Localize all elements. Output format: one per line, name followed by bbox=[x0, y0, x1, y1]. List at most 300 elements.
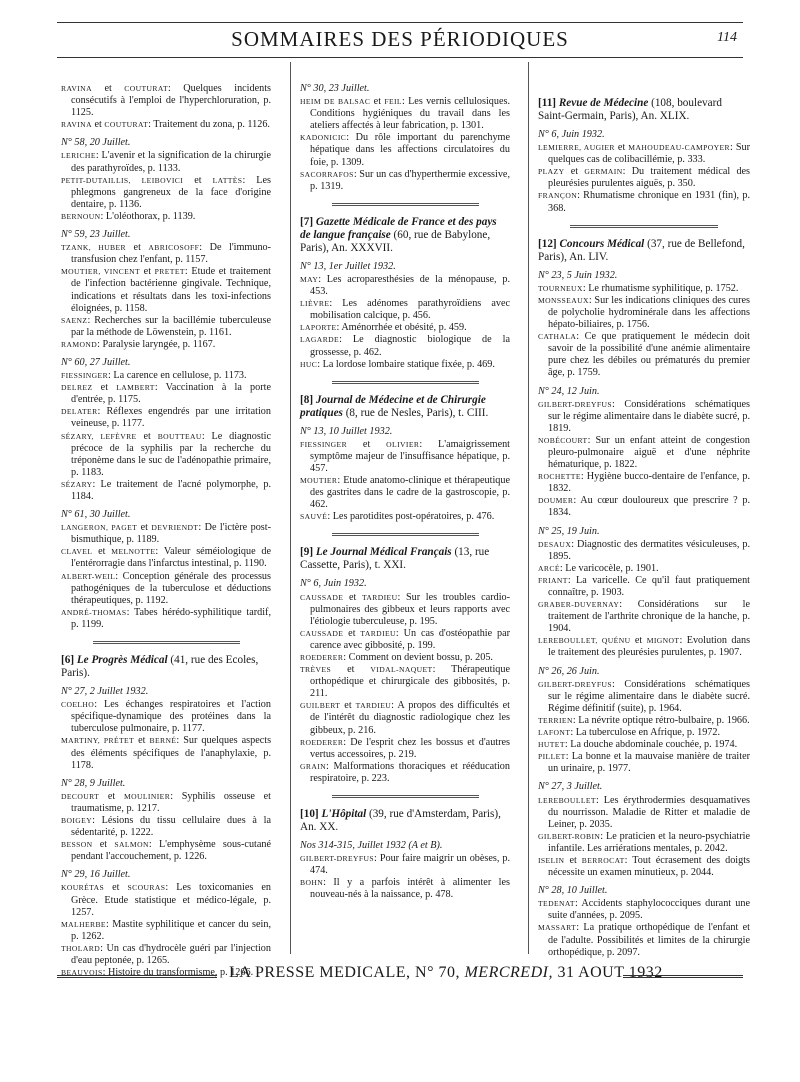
author: PRETET bbox=[154, 267, 185, 277]
column-divider bbox=[290, 62, 291, 954]
article-entry bbox=[300, 359, 510, 371]
article-title: : Tabes hérédo-syphilitique tardif, p. 1199. bbox=[71, 606, 271, 630]
article-entry bbox=[61, 175, 271, 211]
article-title: : Il y a parfois intérêt à alimenter les nouveau-nés à la naissance, p. 478. bbox=[310, 877, 510, 901]
article-entry bbox=[61, 315, 271, 339]
section-heading bbox=[538, 238, 750, 264]
article-title: : La lordose lombaire statique fixée, p. 469. bbox=[317, 358, 495, 370]
article-title: : Sur les indications cliniques des cures de polycholie hydrominérale dans les affections hépato-biliaires, p. 1756. bbox=[548, 294, 750, 331]
article-entry bbox=[61, 119, 271, 131]
periodical-name: Revue de Médecine bbox=[558, 97, 649, 109]
footer-journal: LA PRESSE MEDICALE, N° 70, bbox=[229, 964, 460, 981]
article-title: : Conception générale des processus pathogéniques de la tuberculose et déductions thérapeutiques, p. 1192. bbox=[71, 570, 271, 606]
issue-heading: N° 13, 1er Juillet 1932. bbox=[300, 260, 396, 272]
author: LEMIERRE, AUGIER bbox=[538, 143, 615, 153]
author: MAHOUDEAU-CAMPOYER bbox=[628, 143, 730, 153]
article-title: : Les érythrodermies desquamatives du nourrisson. Maladie de Ritter et maladie de Leiner, p. 2035. bbox=[548, 794, 750, 830]
article-entry bbox=[61, 83, 271, 119]
author: SÉZARY bbox=[61, 479, 93, 489]
author: FEIL bbox=[384, 97, 402, 107]
section-divider bbox=[332, 795, 479, 798]
author: RAVINA bbox=[61, 84, 92, 93]
section-heading bbox=[300, 546, 510, 572]
author: LEREBOULLET bbox=[538, 795, 596, 805]
author: KADONICIC bbox=[300, 133, 347, 143]
author: GRABER-DUVERNAY bbox=[538, 600, 620, 610]
article-entry bbox=[300, 475, 510, 511]
author: ISELIN bbox=[538, 855, 565, 865]
author: GERMAIN bbox=[584, 167, 623, 177]
article-entry bbox=[538, 715, 750, 727]
conjunction: et bbox=[348, 627, 356, 639]
author: GILBERT-DREYFUS bbox=[300, 854, 375, 864]
article-entry bbox=[538, 751, 750, 775]
article-entry bbox=[538, 635, 750, 659]
page-footer bbox=[57, 962, 743, 988]
author: TOURNEUX bbox=[538, 283, 583, 293]
article-entry bbox=[61, 791, 271, 815]
author: MASSART bbox=[538, 923, 577, 933]
issue-heading: Nos 314-315, Juillet 1932 (A et B). bbox=[300, 840, 443, 852]
article-entry bbox=[300, 322, 510, 334]
conjunction: et bbox=[617, 142, 626, 154]
article-entry bbox=[538, 435, 750, 471]
issue-heading: N° 28, 10 Juillet. bbox=[538, 885, 608, 897]
article-entry bbox=[300, 737, 510, 761]
footer-text bbox=[229, 964, 663, 982]
periodical-address: (108, boulevard Saint-Germain, Paris), An. XLIX. bbox=[538, 97, 722, 122]
author: LAMBERT bbox=[116, 383, 155, 393]
conjunction: et bbox=[348, 591, 357, 603]
article-entry bbox=[538, 575, 750, 599]
conjunction: et bbox=[98, 546, 106, 558]
author: LAFONT bbox=[538, 728, 571, 738]
article-entry bbox=[300, 169, 510, 193]
article-title: : Sur quelques cas de colibacillémie, p. 333. bbox=[548, 142, 750, 166]
author: SAENZ bbox=[61, 315, 88, 325]
periodical-address: (8, rue de Nesles, Paris), t. CIII. bbox=[345, 406, 489, 419]
author: MOUTIER bbox=[300, 476, 338, 486]
author: SAUVÉ bbox=[300, 512, 328, 522]
issue-heading: N° 59, 23 Juillet. bbox=[61, 229, 131, 241]
author: LERICHE bbox=[61, 151, 96, 161]
author: GUILBERT bbox=[300, 701, 341, 711]
issue-heading: N° 24, 12 Juin. bbox=[538, 385, 600, 397]
article-title: : La névrite optique rétro-bulbaire, p. 1966. bbox=[572, 714, 750, 726]
author: DELREZ bbox=[61, 383, 93, 393]
article-entry bbox=[61, 699, 271, 735]
article-entry bbox=[61, 150, 271, 174]
author: RAVINA bbox=[61, 120, 92, 130]
author: MELNOTTE bbox=[111, 547, 156, 557]
author: LANGERON, PAGET bbox=[61, 523, 138, 533]
article-title: : L'avenir et la signification de la chirurgie des parathyroïdes, p. 1133. bbox=[71, 150, 271, 174]
article-title: : Sur un cas d'hyperthermie excessive, p. 1319. bbox=[310, 168, 510, 192]
article-entry bbox=[538, 599, 750, 635]
article-entry bbox=[538, 331, 750, 379]
article-title: : L'amaigrissement symptôme majeur de l'insuffisance hépatique, p. 457. bbox=[310, 438, 511, 474]
footer-date: 31 AOUT 1932 bbox=[557, 964, 663, 981]
article-title: : Mastite syphilitique et cancer du sein, p. 1262. bbox=[71, 918, 271, 942]
page-header bbox=[57, 22, 743, 58]
author: PLAZY bbox=[538, 167, 565, 177]
article-title: : Traitement du zona, p. 1126. bbox=[148, 119, 270, 131]
header-rule bbox=[57, 57, 743, 58]
article-title: : Lésions du tissu cellulaire dues à la sédentarité, p. 1222. bbox=[71, 814, 271, 839]
article-title: : Syphilis osseuse et traumatisme, p. 1217. bbox=[71, 790, 271, 814]
author: THOLARD bbox=[61, 943, 101, 953]
periodical-address: (60, rue de Babylone, Paris), An. XXXVII. bbox=[300, 228, 491, 254]
author: CAUSSADE bbox=[300, 628, 344, 638]
article-title: : Evolution dans le traitement des pleurésies purulentes, p. 1907. bbox=[548, 635, 751, 659]
issue-heading: N° 6, Juin 1932. bbox=[538, 129, 605, 140]
article-title: : Du rôle important du parenchyme hépatique dans les affections circulatoires du foie, p. 1309. bbox=[310, 132, 510, 168]
author: CATHALA bbox=[538, 332, 577, 342]
article-title: : De l'immuno-transfusion chez l'enfant, p. 1157. bbox=[71, 242, 272, 266]
author: LATTÈS bbox=[212, 175, 243, 185]
footer-day: MERCREDI, bbox=[464, 964, 553, 981]
article-title: : Tout écrasement des doigts nécessite un examen minutieux, p. 2044. bbox=[548, 854, 751, 879]
author: LAPORTE bbox=[300, 323, 337, 333]
article-entry bbox=[300, 96, 510, 132]
article-title: : Le rhumatisme syphilitique, p. 1752. bbox=[582, 282, 739, 294]
author: MIGNOT bbox=[646, 636, 680, 646]
header-rule bbox=[57, 22, 743, 23]
article-entry bbox=[538, 399, 750, 435]
author: MOULINIER bbox=[123, 791, 171, 801]
periodical-address: (13, rue Cassette, Paris), t. XXI. bbox=[300, 546, 490, 572]
article-title: : Aménorrhée et obésité, p. 459. bbox=[336, 322, 467, 334]
section-number: [8] bbox=[300, 393, 314, 406]
periodical-name: Le Progrès Médical bbox=[76, 654, 168, 667]
conjunction: et bbox=[112, 882, 120, 894]
article-entry bbox=[61, 571, 271, 607]
author: BERROCAT bbox=[581, 855, 625, 865]
issue-heading: N° 27, 3 Juillet. bbox=[538, 781, 603, 793]
article-title: : Un cas d'hydrocèle guéri par l'injection d'eau peptonée, p. 1265. bbox=[71, 942, 271, 966]
article-entry bbox=[61, 882, 271, 918]
article-title: : Un cas d'ostéopathie par carence avec gibbosité, p. 199. bbox=[310, 627, 511, 651]
author: CAUSSADE bbox=[300, 592, 344, 602]
author: SÉZARY, LEFÈVRE bbox=[61, 431, 137, 441]
author: HUTET bbox=[538, 740, 565, 750]
conjunction: et bbox=[143, 430, 151, 442]
author: DELATER bbox=[61, 407, 98, 417]
article-entry bbox=[61, 211, 271, 223]
author: BERNÉ bbox=[149, 736, 177, 746]
conjunction: et bbox=[140, 522, 148, 534]
author: ROCHETTE bbox=[538, 472, 581, 482]
author: HUC bbox=[300, 359, 318, 369]
section-divider bbox=[93, 641, 240, 644]
article-entry bbox=[300, 334, 510, 358]
article-title: : Le traitement de l'acné polymorphe, p. 1184. bbox=[71, 478, 271, 502]
article-entry bbox=[61, 431, 271, 479]
article-title: : Les phlegmons gangreneux de la face d'origine dentaire, p. 1136. bbox=[71, 174, 272, 210]
article-title: : Pour faire maigrir un obèses, p. 474. bbox=[310, 853, 510, 877]
author: RAMOND bbox=[61, 339, 98, 349]
author: SACORRAFOS bbox=[300, 169, 354, 179]
author: DOUMER bbox=[538, 496, 574, 506]
conjunction: et bbox=[99, 839, 108, 851]
conjunction: et bbox=[344, 700, 352, 712]
article-title: : Accidents staphylococciques durant une suite d'années, p. 2095. bbox=[548, 898, 750, 922]
author: VIDAL-NAQUET bbox=[370, 665, 433, 675]
conjunction: et bbox=[100, 382, 109, 394]
author: TERRIEN bbox=[538, 715, 573, 725]
author: TARDIEU bbox=[355, 701, 392, 711]
article-entry bbox=[61, 242, 271, 266]
article-title: : De l'esprit chez les bossus et d'autres vertus accessoires, p. 219. bbox=[310, 736, 510, 760]
author: COUTURAT bbox=[104, 120, 149, 130]
article-entry bbox=[538, 727, 750, 739]
article-title: : A propos des difficultés et de l'intérêt du diagnostic radiologique chez les gibbeux, p. 216. bbox=[310, 700, 510, 736]
article-title: : Sur les troubles cardio-pulmonaires des gibbeux et leurs rapports avec l'étiologie tuberculeuse, p. 195. bbox=[310, 591, 511, 627]
author: TARDIEU bbox=[361, 592, 398, 602]
article-entry bbox=[300, 132, 510, 168]
conjunction: et bbox=[570, 166, 579, 178]
article-entry bbox=[300, 853, 510, 877]
conjunction: et bbox=[104, 83, 112, 94]
article-entry bbox=[538, 855, 750, 879]
section-heading bbox=[300, 216, 510, 255]
author: BOUTTEAU bbox=[157, 431, 202, 441]
issue-heading: N° 60, 27 Juillet. bbox=[61, 356, 131, 368]
periodical-name: Le Journal Médical Français bbox=[315, 546, 452, 559]
author: TEDENAT bbox=[538, 899, 575, 909]
article-title: : Paralysie laryngée, p. 1167. bbox=[97, 338, 216, 350]
section-divider bbox=[332, 381, 479, 384]
article-title: : Quelques incidents consécutifs à l'emploi de l'hyperchloruration, p. 1125. bbox=[71, 83, 272, 119]
article-entry bbox=[300, 511, 510, 523]
article-title: : Sur un enfant atteint de congestion pleuro-pulmonaire aiguë et d'une néphrite hématurique, p. 1822. bbox=[548, 434, 750, 471]
author: TZANK, HUBER bbox=[61, 243, 127, 253]
article-entry bbox=[538, 563, 750, 575]
article-title: : Réflexes engendrés par une irritation veineuse, p. 1177. bbox=[71, 406, 271, 430]
section-divider bbox=[332, 203, 479, 206]
article-title: : Les vernis cellulosiques. Conditions hygiéniques du travail dans les ateliers affectés à leur fabrication, p. 1301. bbox=[310, 96, 511, 132]
article-entry bbox=[538, 898, 750, 922]
author: BESSON bbox=[61, 840, 93, 850]
article-entry bbox=[538, 471, 750, 495]
conjunction: et bbox=[133, 242, 141, 254]
issue-heading: N° 23, 5 Juin 1932. bbox=[538, 269, 618, 281]
article-entry bbox=[538, 831, 750, 855]
article-title: : La carence en cellulose, p. 1173. bbox=[108, 370, 247, 382]
author: PETIT-DUTAILLIS, LEIBOVICI bbox=[61, 175, 184, 185]
article-entry bbox=[300, 628, 510, 652]
issue-heading: N° 29, 16 Juillet. bbox=[61, 869, 131, 881]
author: BOIGEY bbox=[61, 815, 93, 825]
article-title: : Rhumatisme chronique en 1931 (fin), p. 368. bbox=[548, 190, 750, 214]
article-title: : Les acroparesthésies de la ménopause, p. 453. bbox=[310, 273, 510, 298]
article-entry bbox=[300, 592, 510, 628]
author: ABRICOSOFF bbox=[148, 243, 200, 253]
page-title: SOMMAIRES DES PÉRIODIQUES bbox=[231, 27, 569, 51]
author: BOHN bbox=[300, 878, 324, 888]
conjunction: et bbox=[373, 96, 382, 108]
footer-rule bbox=[57, 975, 217, 978]
article-title: : Les parotidites post-opératoires, p. 476. bbox=[327, 511, 495, 523]
author: MONSSEAUX bbox=[538, 295, 589, 305]
author: MOUTIER, VINCENT bbox=[61, 267, 141, 277]
article-entry bbox=[61, 370, 271, 382]
article-entry bbox=[61, 479, 271, 503]
article-title: : Considérations schématiques sur le régime alimentaire dans le diabète sucré, p. 1819. bbox=[548, 398, 750, 434]
article-title: : Le praticien et la neuro-psychiatrie infantile. Les arriérations mentales, p. 2042. bbox=[548, 830, 750, 854]
author: GILBERT-DREYFUS bbox=[538, 399, 613, 409]
article-title: : Au cœur douloureux que prescrire ? p. 1834. bbox=[548, 495, 750, 519]
author: ROEDERER bbox=[300, 653, 344, 662]
issue-heading: N° 27, 2 Juillet 1932. bbox=[61, 686, 149, 698]
article-entry bbox=[61, 406, 271, 430]
author: GRAIN bbox=[300, 761, 327, 771]
periodical-name: Concours Médical bbox=[559, 237, 645, 250]
article-title: : Comment on devient bossu, p. 205. bbox=[343, 652, 493, 663]
article-title: : De l'ictère post-bismuthique, p. 1189. bbox=[71, 522, 271, 546]
column-1 bbox=[61, 83, 271, 979]
author: FIESSINGER bbox=[61, 371, 109, 381]
conjunction: et bbox=[569, 854, 577, 866]
article-entry bbox=[538, 679, 750, 715]
author: BERNOUN bbox=[61, 211, 101, 221]
conjunction: et bbox=[347, 664, 355, 676]
author: COUTURAT bbox=[124, 84, 168, 93]
article-entry bbox=[538, 539, 750, 563]
author: ALBERT-WEIL bbox=[61, 571, 116, 581]
author: TRÈVES bbox=[300, 665, 332, 675]
periodical-name: Journal de Médecine et de Chirurgie pratiques bbox=[300, 393, 486, 419]
author: MARTINY, PRÉTET bbox=[61, 736, 135, 746]
article-entry bbox=[538, 283, 750, 295]
author: ROEDERER bbox=[300, 737, 344, 747]
section-heading bbox=[300, 808, 510, 834]
article-title: : Recherches sur la bacillémie tuberculeuse par la méthode de Löwenstein, p. 1161. bbox=[71, 314, 271, 338]
author: MALHERBE bbox=[61, 919, 106, 929]
author: LAGARDE bbox=[300, 335, 340, 345]
author: TARDIEU bbox=[360, 628, 396, 638]
section-divider bbox=[570, 225, 718, 228]
article-entry bbox=[300, 298, 510, 322]
article-entry bbox=[61, 919, 271, 943]
article-title: : Etude et traitement de l'infection bactérienne gingivale. Technique, indications et résultats dans les toxi-infections éloignées, p. 1158. bbox=[71, 266, 272, 314]
article-title: : Ce que pratiquement le médecin doit savoir de la possibilité d'une anémie alimentaire pure chez les débiles ou prématurés du premier âge, p. 1759. bbox=[548, 331, 750, 379]
author: GILBERT-ROBIN bbox=[538, 831, 601, 841]
author: LIÈVRE bbox=[300, 299, 330, 309]
article-title: : Considérations sur le traitement de l'arthrite chronique de la hanche, p. 1904. bbox=[548, 599, 750, 635]
article-title: : Thérapeutique orthopédique et chirurgicale des gibbosités, p. 211. bbox=[310, 664, 511, 700]
author: ARCÉ bbox=[538, 563, 560, 573]
conjunction: et bbox=[194, 174, 202, 186]
article-title: : Considérations schématiques sur le régime alimentaire dans le diabète sucré. Régime définitif (suite), p. 1964. bbox=[548, 678, 750, 714]
issue-heading: N° 58, 20 Juillet. bbox=[61, 137, 131, 149]
author: PILLET bbox=[538, 752, 566, 762]
article-title: : La douche abdominale couchée, p. 1974. bbox=[564, 739, 738, 751]
conjunction: et bbox=[94, 119, 102, 131]
author: DESAUX bbox=[538, 539, 572, 549]
article-title: : Les toxicomanies en Grèce. Etude statistique et médico-légale, p. 1257. bbox=[71, 882, 271, 918]
article-entry bbox=[538, 795, 750, 831]
article-entry bbox=[300, 652, 510, 664]
author: FRIANT bbox=[538, 575, 568, 585]
author: MAY bbox=[300, 274, 319, 284]
column-3 bbox=[538, 83, 750, 959]
conjunction: et bbox=[107, 790, 116, 802]
article-entry bbox=[61, 607, 271, 631]
author: CLAVEL bbox=[61, 547, 93, 557]
article-entry bbox=[538, 495, 750, 519]
section-number: [6] bbox=[61, 654, 75, 667]
section-heading bbox=[300, 394, 510, 420]
issue-heading: N° 13, 10 Juillet 1932. bbox=[300, 425, 393, 437]
conjunction: et bbox=[138, 735, 146, 747]
conjunction: et bbox=[362, 438, 371, 450]
article-title: : Histoire du transformisme, p. 1266. bbox=[102, 967, 254, 979]
article-entry bbox=[538, 922, 750, 958]
author: HEIM DE BALSAC bbox=[300, 97, 371, 107]
article-title: : Du traitement médical des pleurésies purulentes aiguës, p. 350. bbox=[548, 166, 751, 190]
conjunction: et bbox=[634, 635, 643, 647]
author: SCOURAS bbox=[127, 883, 166, 893]
article-entry bbox=[300, 274, 510, 298]
article-title: : L'oléothorax, p. 1139. bbox=[100, 210, 196, 222]
article-title: : L'emphysème sous-cutané pendant l'accouchement, p. 1226. bbox=[71, 839, 271, 863]
author: ANDRÉ-THOMAS bbox=[61, 607, 127, 617]
section-heading bbox=[538, 97, 750, 123]
author: DECOURT bbox=[61, 791, 100, 801]
article-title: : Hygiène bucco-dentaire de l'enfance, p. 1832. bbox=[548, 471, 750, 495]
article-entry bbox=[61, 382, 271, 406]
article-entry bbox=[538, 190, 750, 214]
section-number: [11] bbox=[538, 97, 557, 109]
article-entry bbox=[300, 700, 510, 736]
article-title: : Les adénomes parathyroïdiens avec mobilisation calcique, p. 456. bbox=[310, 298, 510, 322]
article-entry bbox=[61, 522, 271, 546]
article-title: : Sur quelques aspects des éléments spécifiques de l'anaphylaxie, p. 1178. bbox=[71, 735, 272, 771]
author: NOBÉCOURT bbox=[538, 435, 588, 445]
article-title: : La pratique orthopédique de l'enfant et de l'adulte. Possibilités et limites de la chirurgie orthopédique, p. 2097. bbox=[548, 922, 750, 958]
article-title: : La bonne et la mauvaise manière de traiter un urinaire, p. 1977. bbox=[548, 751, 750, 775]
author: BEAUVOIS bbox=[61, 968, 103, 978]
periodical-name: Gazette Médicale de France et des pays de langue française bbox=[300, 215, 497, 241]
article-title: : La varicelle. Ce qu'il faut pratiquement connaître, p. 1903. bbox=[548, 574, 750, 598]
article-title: : Diagnostic des dermatites vésiculeuses, p. 1895. bbox=[548, 538, 750, 562]
author: FRANÇON bbox=[538, 191, 578, 201]
article-entry bbox=[538, 166, 750, 190]
author: GILBERT-DREYFUS bbox=[538, 679, 613, 689]
article-entry bbox=[538, 739, 750, 751]
article-entry bbox=[61, 266, 271, 314]
article-title: : La tuberculose en Afrique, p. 1972. bbox=[570, 727, 721, 739]
article-title: : Etude anatomo-clinique et thérapeutique des gastrites dans le cadre de la gastroscopie, p. 462. bbox=[310, 475, 510, 511]
article-entry bbox=[61, 815, 271, 839]
author: COELHO bbox=[61, 700, 95, 710]
issue-heading: N° 25, 19 Juin. bbox=[538, 525, 600, 537]
conjunction: et bbox=[143, 266, 152, 278]
article-entry bbox=[300, 664, 510, 700]
article-entry bbox=[538, 142, 750, 166]
section-number: [7] bbox=[300, 215, 314, 228]
article-title: : Le diagnostic biologique de la grossesse, p. 462. bbox=[310, 334, 510, 358]
article-title: : Les échanges respiratoires et l'action spécifique-dynamique des protéines dans la tuberculose pulmonaire, p. 1177. bbox=[71, 699, 271, 735]
author: OLIVIER bbox=[386, 439, 420, 449]
issue-heading: N° 30, 23 Juillet. bbox=[300, 83, 370, 94]
author: SALMON bbox=[114, 840, 149, 850]
article-entry bbox=[61, 546, 271, 570]
article-entry bbox=[61, 339, 271, 351]
article-entry bbox=[538, 295, 750, 331]
footer-rule bbox=[623, 975, 743, 978]
